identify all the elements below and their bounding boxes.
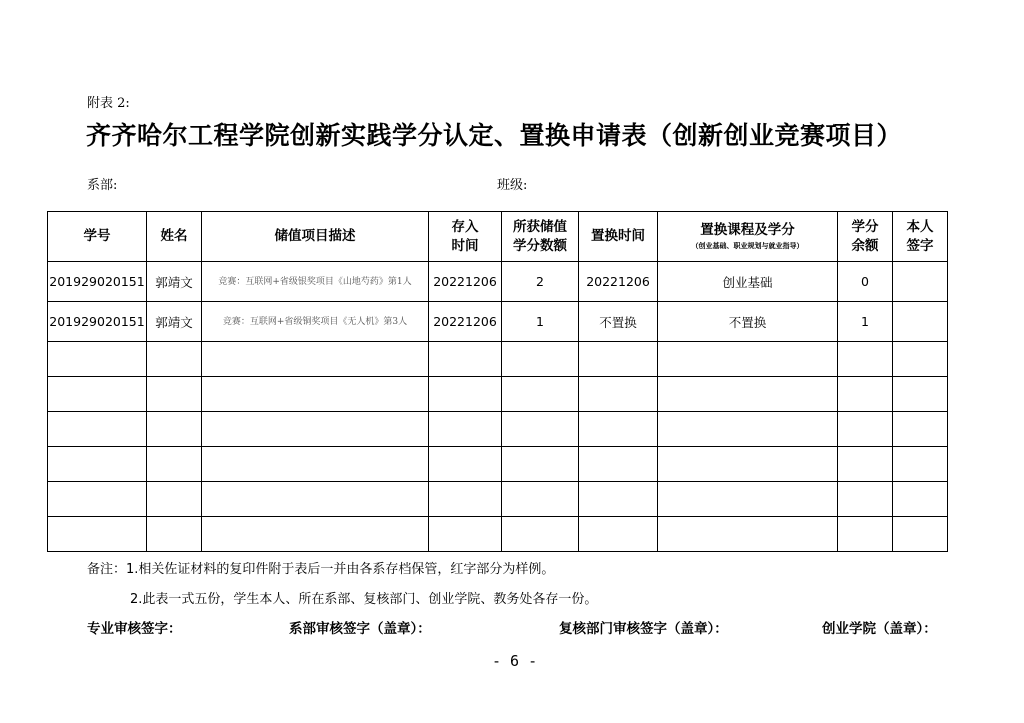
empty-cell[interactable]	[48, 482, 147, 517]
empty-cell[interactable]	[202, 342, 429, 377]
cell-replace-time: 不置换	[579, 302, 658, 342]
empty-cell[interactable]	[147, 377, 202, 412]
cell-student-id: 201929020151	[48, 262, 147, 302]
empty-cell[interactable]	[202, 447, 429, 482]
cell-student-id: 201929020151	[48, 302, 147, 342]
empty-table-row	[48, 482, 948, 517]
department-label: 系部:	[87, 178, 118, 193]
empty-cell[interactable]	[147, 412, 202, 447]
empty-cell[interactable]	[658, 517, 838, 552]
empty-cell[interactable]	[429, 412, 502, 447]
empty-cell[interactable]	[579, 482, 658, 517]
department-review-signature-label: 系部审核签字（盖章）：	[289, 621, 431, 637]
header-credits-obtained: 所获储值学分数额	[502, 212, 579, 262]
table-header-row	[48, 212, 948, 262]
header-replace-course-note: （创业基础、职业规划与就业指导）	[691, 242, 804, 250]
empty-table-row	[48, 342, 948, 377]
cell-deposit-time: 20221206	[429, 302, 502, 342]
empty-cell[interactable]	[658, 482, 838, 517]
cell-name: 郭靖文	[147, 262, 202, 302]
empty-cell[interactable]	[658, 412, 838, 447]
entrepreneurship-college-seal-label: 创业学院（盖章）：	[822, 621, 937, 637]
cell-signature[interactable]	[893, 302, 948, 342]
cell-replace-course: 不置换	[658, 302, 838, 342]
cell-remaining: 1	[838, 302, 893, 342]
empty-cell[interactable]	[502, 447, 579, 482]
empty-cell[interactable]	[202, 482, 429, 517]
empty-cell[interactable]	[48, 412, 147, 447]
empty-cell[interactable]	[893, 517, 948, 552]
attachment-label: 附表 2:	[87, 96, 130, 111]
header-signature: 本人签字	[893, 212, 948, 262]
empty-cell[interactable]	[838, 517, 893, 552]
empty-cell[interactable]	[48, 377, 147, 412]
empty-cell[interactable]	[579, 412, 658, 447]
empty-cell[interactable]	[502, 342, 579, 377]
empty-cell[interactable]	[838, 342, 893, 377]
empty-cell[interactable]	[202, 517, 429, 552]
empty-cell[interactable]	[579, 517, 658, 552]
empty-cell[interactable]	[429, 482, 502, 517]
cell-name: 郭靖文	[147, 302, 202, 342]
credit-application-table	[47, 211, 948, 552]
empty-cell[interactable]	[579, 342, 658, 377]
cell-replace-course: 创业基础	[658, 262, 838, 302]
empty-table-row	[48, 517, 948, 552]
header-remaining: 学分余额	[838, 212, 893, 262]
empty-cell[interactable]	[893, 342, 948, 377]
cell-deposit-time: 20221206	[429, 262, 502, 302]
form-title: 齐齐哈尔工程学院创新实践学分认定、置换申请表（创新创业竞赛项目）	[86, 121, 903, 150]
empty-cell[interactable]	[579, 377, 658, 412]
empty-cell[interactable]	[502, 482, 579, 517]
empty-cell[interactable]	[893, 447, 948, 482]
empty-table-row	[48, 377, 948, 412]
empty-cell[interactable]	[48, 342, 147, 377]
empty-cell[interactable]	[893, 412, 948, 447]
empty-cell[interactable]	[838, 377, 893, 412]
empty-cell[interactable]	[838, 482, 893, 517]
empty-cell[interactable]	[48, 447, 147, 482]
table-row	[48, 262, 948, 302]
empty-table-row	[48, 447, 948, 482]
empty-cell[interactable]	[658, 447, 838, 482]
empty-cell[interactable]	[502, 412, 579, 447]
cell-description: 竞赛：互联网+省级银奖项目《山地芍药》第1人	[202, 262, 429, 302]
empty-cell[interactable]	[502, 517, 579, 552]
header-deposit-time: 存入时间	[429, 212, 502, 262]
empty-cell[interactable]	[202, 412, 429, 447]
empty-cell[interactable]	[658, 377, 838, 412]
empty-cell[interactable]	[147, 482, 202, 517]
cell-credits-obtained: 2	[502, 262, 579, 302]
empty-cell[interactable]	[147, 447, 202, 482]
empty-cell[interactable]	[838, 447, 893, 482]
empty-cell[interactable]	[893, 377, 948, 412]
empty-cell[interactable]	[838, 412, 893, 447]
table-row	[48, 302, 948, 342]
header-student-id: 学号	[48, 212, 147, 262]
empty-cell[interactable]	[893, 482, 948, 517]
empty-cell[interactable]	[429, 517, 502, 552]
empty-cell[interactable]	[658, 342, 838, 377]
empty-cell[interactable]	[429, 377, 502, 412]
major-review-signature-label: 专业审核签字：	[87, 621, 182, 637]
empty-cell[interactable]	[147, 517, 202, 552]
review-dept-signature-label: 复核部门审核签字（盖章）：	[559, 621, 728, 637]
empty-cell[interactable]	[429, 447, 502, 482]
cell-remaining: 0	[838, 262, 893, 302]
empty-table-row	[48, 412, 948, 447]
cell-credits-obtained: 1	[502, 302, 579, 342]
header-description: 储值项目描述	[202, 212, 429, 262]
cell-description: 竞赛：互联网+省级铜奖项目《无人机》第3人	[202, 302, 429, 342]
empty-cell[interactable]	[147, 342, 202, 377]
empty-cell[interactable]	[502, 377, 579, 412]
header-replace-course: 置换课程及学分 （创业基础、职业规划与就业指导）	[658, 212, 838, 262]
empty-cell[interactable]	[48, 517, 147, 552]
note-1: 备注：1.相关佐证材料的复印件附于表后一并由各系存档保管，红字部分为样例。	[87, 562, 555, 577]
note-2: 2.此表一式五份，学生本人、所在系部、复核部门、创业学院、教务处各存一份。	[130, 592, 598, 607]
page-number: - 6 -	[492, 652, 538, 670]
empty-cell[interactable]	[429, 342, 502, 377]
empty-cell[interactable]	[579, 447, 658, 482]
cell-signature[interactable]	[893, 262, 948, 302]
header-replace-time: 置换时间	[579, 212, 658, 262]
cell-replace-time: 20221206	[579, 262, 658, 302]
header-name: 姓名	[147, 212, 202, 262]
empty-cell[interactable]	[202, 377, 429, 412]
class-label: 班级:	[497, 178, 528, 193]
